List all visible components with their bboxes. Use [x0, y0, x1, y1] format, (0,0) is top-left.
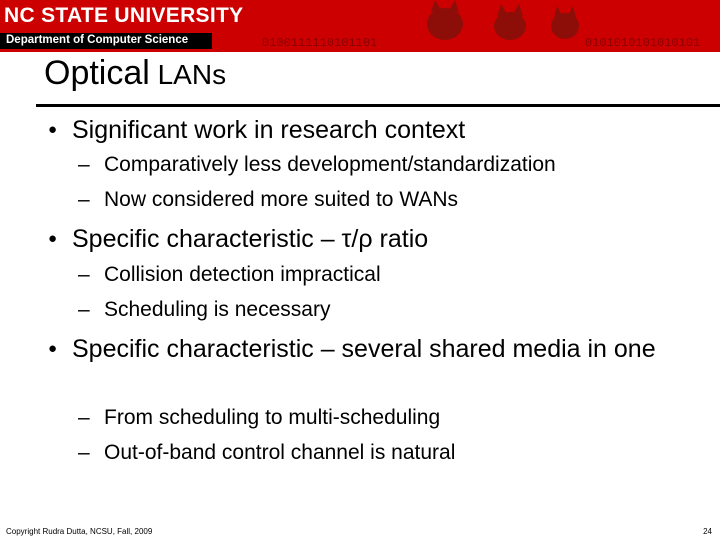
bullet-dot-icon: ●	[48, 230, 58, 247]
sub-bullet-text: Comparatively less development/standardization	[104, 153, 556, 176]
footer-copyright: Copyright Rudra Dutta, NCSU, Fall, 2009	[6, 527, 153, 536]
sub-bullet-text: Scheduling is necessary	[104, 298, 331, 321]
bullet-dot-icon: ●	[48, 340, 58, 357]
bullet-dot-icon: ●	[48, 121, 58, 138]
title-underline	[36, 104, 720, 107]
bullet-item	[48, 333, 692, 365]
sub-bullet-text: Collision detection impractical	[104, 263, 381, 286]
sub-bullet-item	[78, 183, 459, 217]
slide-title	[44, 54, 226, 93]
title-word-optical: Optical	[44, 54, 150, 92]
dash-icon: –	[78, 298, 90, 321]
header-banner	[0, 0, 720, 52]
bullet-text: Specific characteristic – several shared media in one	[72, 335, 656, 363]
sub-bullet-item	[78, 293, 331, 327]
dash-icon: –	[78, 441, 90, 464]
page-number: 24	[703, 527, 712, 536]
sub-bullet-text: From scheduling to multi-scheduling	[104, 406, 441, 429]
sub-bullet-item	[78, 148, 556, 182]
sub-bullet-item	[78, 258, 381, 292]
sub-bullet-item	[78, 401, 441, 435]
university-name: NC STATE UNIVERSITY	[4, 4, 244, 27]
bullet-text: Significant work in research context	[72, 116, 466, 144]
title-word-lans: LANs	[149, 59, 227, 90]
bullet-item	[48, 114, 466, 146]
bullet-item	[48, 223, 429, 255]
sub-bullet-text: Out-of-band control channel is natural	[104, 441, 456, 464]
dash-icon: –	[78, 188, 90, 211]
wolf-mascot-icon	[415, 0, 590, 52]
binary-decoration-left: 0100111110101101	[262, 36, 378, 50]
binary-decoration-right: 0101010101010101	[585, 36, 701, 50]
dash-icon: –	[78, 263, 90, 286]
dash-icon: –	[78, 153, 90, 176]
department-bar	[0, 33, 212, 49]
sub-bullet-text: Now considered more suited to WANs	[104, 188, 459, 211]
dash-icon: –	[78, 406, 90, 429]
bullet-text: Specific characteristic – τ/ρ ratio	[72, 225, 429, 253]
department-name: Department of Computer Science	[6, 34, 189, 46]
sub-bullet-item	[78, 436, 456, 470]
